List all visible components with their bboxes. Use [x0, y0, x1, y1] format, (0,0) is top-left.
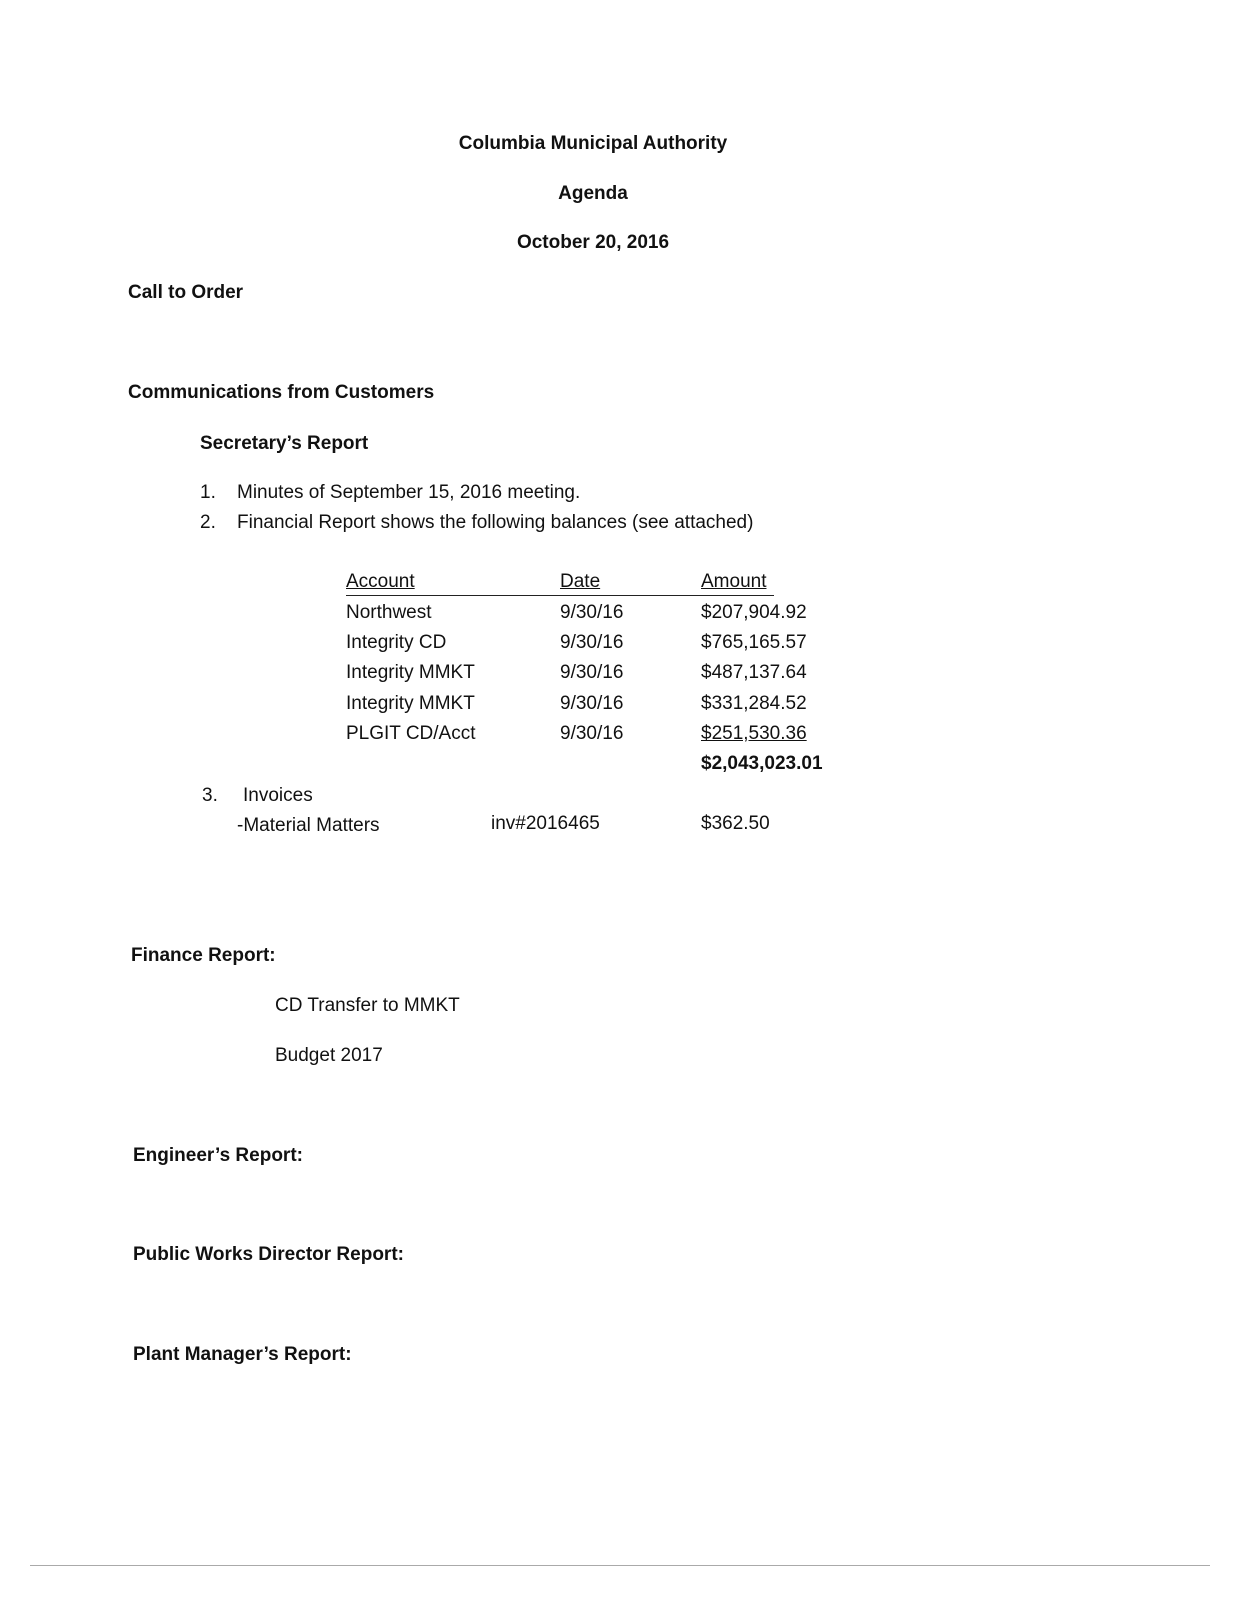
finance-item: Budget 2017: [275, 1045, 383, 1066]
date-cell: 9/30/16: [560, 662, 624, 683]
account-cell: Integrity MMKT: [346, 693, 475, 714]
item-number: 2.: [200, 512, 216, 533]
header-amount: Amount: [701, 571, 767, 592]
date-cell: 9/30/16: [560, 723, 624, 744]
header-date: Date: [560, 571, 601, 592]
account-cell: Northwest: [346, 602, 432, 623]
account-cell: Integrity CD: [346, 632, 447, 653]
item-number: 1.: [200, 482, 216, 503]
invoice-amount: $362.50: [701, 813, 770, 834]
invoice-number: inv#2016465: [491, 813, 600, 834]
agenda-title: Agenda: [558, 183, 628, 204]
date-cell: 9/30/16: [560, 693, 624, 714]
amount-cell: $207,904.92: [701, 602, 807, 623]
section-plant-manager-report: Plant Manager’s Report:: [133, 1344, 352, 1365]
section-public-works-report: Public Works Director Report:: [133, 1244, 404, 1265]
agenda-date: October 20, 2016: [516, 232, 670, 253]
item-text: Financial Report shows the following balances (see attached): [237, 512, 754, 533]
header-account: Account: [346, 571, 415, 592]
amount-cell: $331,284.52: [701, 693, 807, 714]
scan-edge-line: [30, 1565, 1210, 1566]
date-cell: 9/30/16: [560, 602, 624, 623]
total-amount: $2,043,023.01: [701, 753, 823, 774]
date-cell: 9/30/16: [560, 632, 624, 653]
item-number: 3.: [202, 785, 218, 806]
amount-cell: $765,165.57: [701, 632, 807, 653]
section-call-to-order: Call to Order: [128, 282, 244, 303]
account-cell: Integrity MMKT: [346, 662, 475, 683]
item-text: Invoices: [243, 785, 313, 806]
finance-item: CD Transfer to MMKT: [275, 995, 460, 1016]
invoice-vendor: -Material Matters: [237, 815, 380, 836]
section-engineer-report: Engineer’s Report:: [133, 1145, 303, 1166]
org-name: Columbia Municipal Authority: [458, 133, 728, 154]
account-cell: PLGIT CD/Acct: [346, 723, 476, 744]
section-communications: Communications from Customers: [128, 382, 435, 403]
section-secretary-report: Secretary’s Report: [200, 433, 369, 454]
item-text: Minutes of September 15, 2016 meeting.: [237, 482, 581, 503]
section-finance-report: Finance Report:: [131, 945, 276, 966]
amount-cell: $487,137.64: [701, 662, 807, 683]
amount-cell: $251,530.36: [701, 723, 807, 744]
header-rule: [346, 595, 774, 596]
